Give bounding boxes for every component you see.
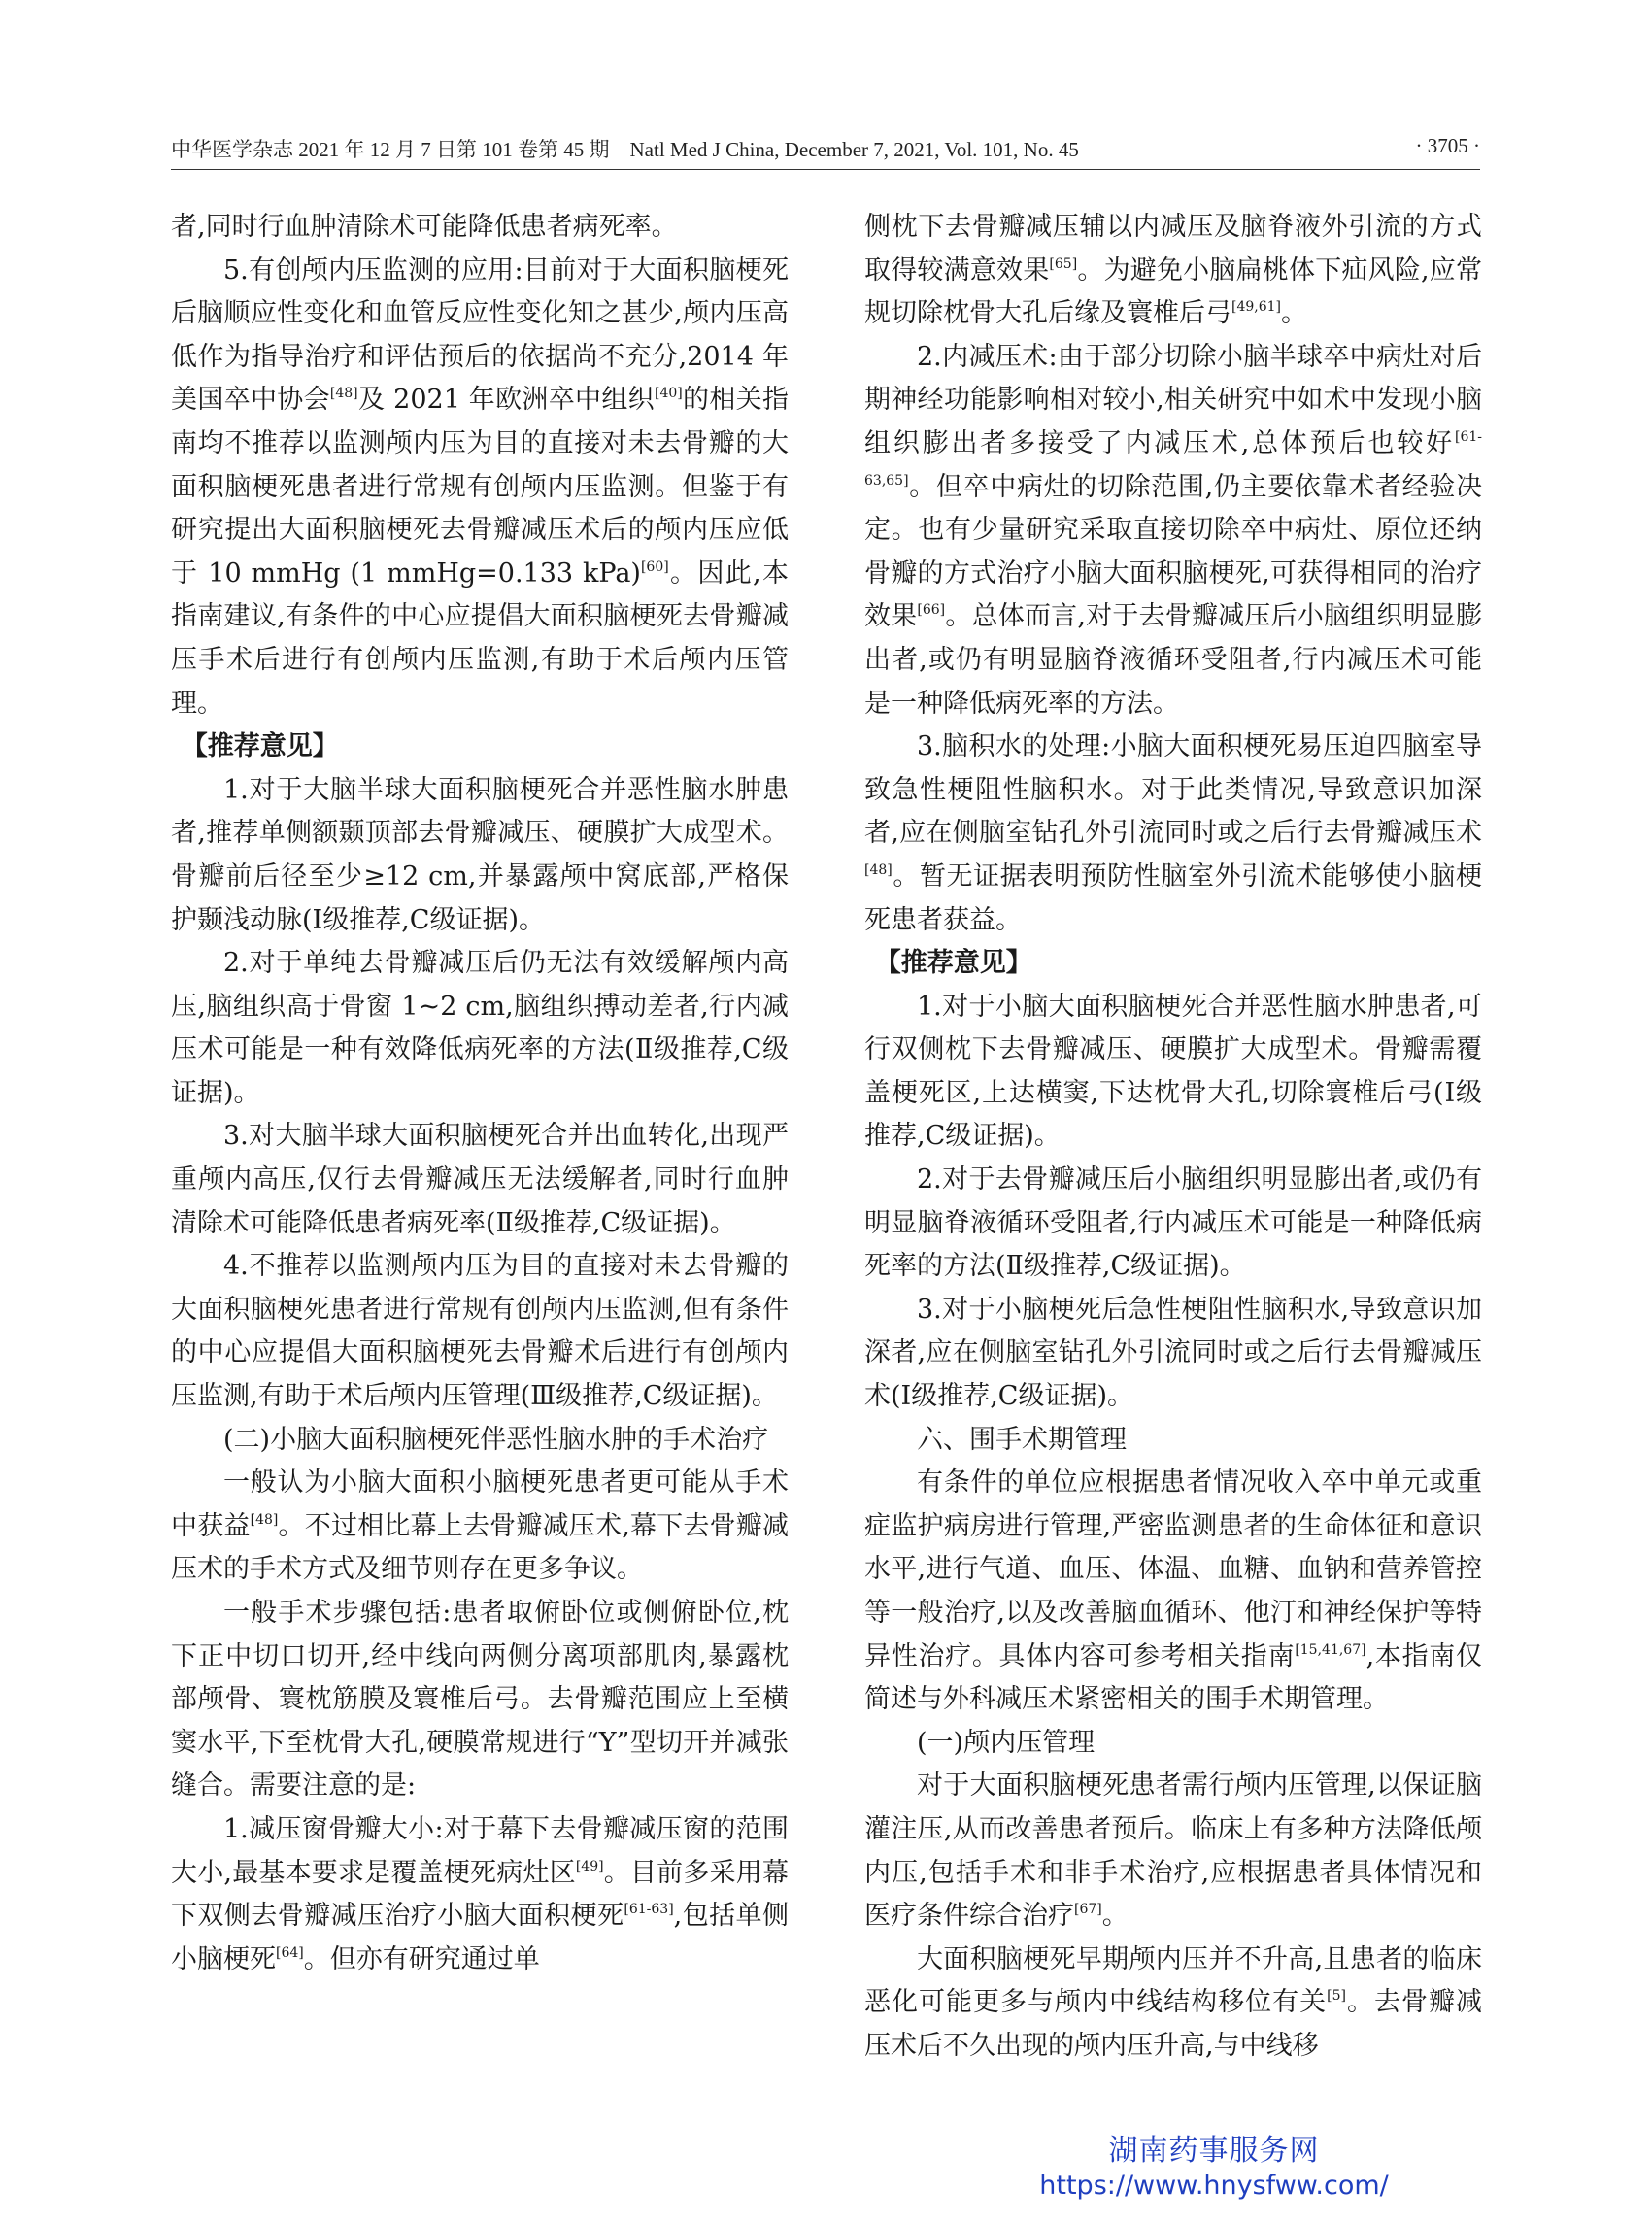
paragraph — [171, 1115, 789, 1245]
paragraph-text: 2.内减压术:由于部分切除小脑半球卒中病灶对后期神经功能影响相对较小,相关研究中如术中发现小脑组织膨出者多接受了内减压术,总体预后也较好 — [864, 341, 1482, 458]
watermark-name: 湖南药事服务网 — [1108, 2134, 1320, 2168]
citation-ref: [64] — [276, 1944, 304, 1961]
paragraph — [171, 1245, 789, 1418]
paragraph — [864, 1722, 1482, 1766]
paragraph — [171, 206, 789, 250]
paragraph — [864, 725, 1482, 942]
paragraph — [171, 1462, 789, 1592]
paragraph-text: 【推荐意见】 — [181, 731, 339, 762]
paragraph — [864, 1159, 1482, 1289]
paragraph-text: 对于大面积脑梗死患者需行颅内压管理,以保证脑灌注压,从而改善患者预后。临床上有多种方法降低颅内压,包括手术和非手术治疗,应根据患者具体情况和医疗条件综合治疗 — [864, 1770, 1482, 1932]
citation-ref: [65] — [1049, 255, 1078, 272]
citation-ref: [40] — [654, 386, 683, 402]
citation-ref: [60] — [640, 558, 669, 575]
paragraph-text: 3.对于小脑梗死后急性梗阻性脑积水,导致意识加深者,应在侧脑室钻孔外引流同时或之后行去骨瓣减压术(Ⅰ级推荐,C级证据)。 — [864, 1294, 1482, 1412]
paragraph — [864, 1289, 1482, 1419]
paragraph-text: 1.对于大脑半球大面积脑梗死合并恶性脑水肿患者,推荐单侧额颞顶部去骨瓣减压、硬膜扩大成型术。骨瓣前后径至少≥12 cm,并暴露颅中窝底部,严格保护颞浅动脉(Ⅰ级推荐,C级证据)。 — [171, 774, 789, 935]
paragraph-text: 。因此,本指南建议,有条件的中心应提倡大面积脑梗死去骨瓣减压手术后进行有创颅内压监测,有助于术后颅内压管理。 — [171, 557, 789, 719]
paragraph — [171, 942, 789, 1115]
paragraph — [171, 1419, 789, 1463]
watermark-url[interactable]: https://www.hnysfww.com/ — [1039, 2171, 1389, 2201]
paragraph-text: 。但亦有研究通过单 — [303, 1943, 540, 1974]
citation-ref: [66] — [917, 602, 946, 619]
left-column — [171, 206, 789, 1981]
paragraph-text: 2.对于去骨瓣减压后小脑组织明显膨出者,或仍有明显脑脊液循环受阻者,行内减压术可能是一种降低病死率的方法(Ⅱ级推荐,C级证据)。 — [864, 1164, 1482, 1282]
paragraph-text: 。不过相比幕上去骨瓣减压术,幕下去骨瓣减压术的手术方式及细节则存在更多争议。 — [171, 1510, 789, 1585]
paragraph-text: 者,同时行血肿清除术可能降低患者病死率。 — [171, 212, 678, 242]
paragraph — [171, 769, 789, 942]
paragraph-text: 4.不推荐以监测颅内压为目的直接对未去骨瓣的大面积脑梗死患者进行常规有创颅内压监测,但有条件的中心应提倡大面积脑梗死去骨瓣术后进行有创颅内压监测,有助于术后颅内压管理(Ⅲ级推荐,C级证据)。 — [171, 1251, 789, 1412]
paragraph-text: 1.减压窗骨瓣大小:对于幕下去骨瓣减压窗的范围大小,最基本要求是覆盖梗死病灶区 — [171, 1813, 789, 1888]
paragraph-text: 【推荐意见】 — [874, 948, 1032, 979]
paragraph-text: 。暂无证据表明预防性脑室外引流术能够使小脑梗死患者获益。 — [864, 860, 1482, 935]
paragraph — [864, 1765, 1482, 1938]
paragraph-text: 。为避免小脑扁桃体下疝风险,应常规切除枕骨大孔后缘及寰椎后弓 — [864, 254, 1482, 329]
paragraph — [864, 1938, 1482, 2069]
paragraph-text: 。目前多采用幕下双侧去骨瓣减压治疗小脑大面积梗死 — [171, 1857, 789, 1932]
paragraph-text: 六、围手术期管理 — [917, 1424, 1127, 1455]
citation-ref: [48] — [329, 386, 358, 402]
paragraph-text: 。总体而言,对于去骨瓣减压后小脑组织明显膨出者,或仍有明显脑脊液循环受阻者,行内减压术可能是一种降低病死率的方法。 — [864, 601, 1482, 719]
paragraph-text: 5.有创颅内压监测的应用:目前对于大面积脑梗死后脑顺应性变化和血管反应性变化知之甚少,颅内压高低作为指导治疗和评估预后的依据尚不充分,2014 年美国卒中协会 — [171, 254, 789, 416]
citation-ref: [48] — [864, 861, 893, 878]
paragraph — [864, 336, 1482, 725]
paragraph-text: ,本指南仅简述与外科减压术紧密相关的围手术期管理。 — [864, 1640, 1483, 1715]
running-header — [171, 130, 1480, 169]
paragraph-text: 2.对于单纯去骨瓣减压后仍无法有效缓解颅内高压,脑组织高于骨窗 1~2 cm,脑组织搏动差者,行内减压术可能是一种有效降低病死率的方法(Ⅱ级推荐,C级证据)。 — [171, 948, 789, 1108]
citation-ref: [49,61] — [1231, 299, 1282, 316]
paragraph — [864, 206, 1482, 336]
paragraph-text: ,包括单侧小脑梗死 — [171, 1901, 789, 1974]
page-number: · 3705 · — [1415, 134, 1480, 157]
citation-ref: [61-63] — [624, 1902, 674, 1918]
paragraph — [171, 1808, 789, 1981]
section-heading — [864, 942, 1482, 986]
paragraph-text: 1.对于小脑大面积脑梗死合并恶性脑水肿患者,可行双侧枕下去骨瓣减压、硬膜扩大成型术。骨瓣需覆盖梗死区,上达横窦,下达枕骨大孔,切除寰椎后弓(Ⅰ级推荐,C级证据)。 — [864, 991, 1482, 1152]
paragraph — [171, 1592, 789, 1808]
paragraph — [864, 986, 1482, 1159]
paragraph-text: 及 2021 年欧洲卒中组织 — [357, 385, 655, 416]
paragraph — [864, 1462, 1482, 1722]
citation-ref: [15,41,67] — [1295, 1641, 1366, 1658]
journal-citation: 中华医学杂志 2021 年 12 月 7 日第 101 卷第 45 期 Natl Med J China, December 7, 2021, Vol. 101, No. 45 — [171, 138, 1079, 161]
citation-ref: [61-63,65] — [864, 428, 1482, 489]
citation-ref: [49] — [575, 1858, 604, 1874]
paragraph-text: 3.对大脑半球大面积脑梗死合并出血转化,出现严重颅内高压,仅行去骨瓣减压无法缓解者,同时行血肿清除术可能降低患者病死率(Ⅱ级推荐,C级证据)。 — [171, 1121, 789, 1238]
paragraph-text: (一)颅内压管理 — [917, 1727, 1096, 1758]
paragraph — [171, 250, 789, 726]
paragraph-text: 。 — [1101, 1901, 1129, 1932]
paragraph-text: (二)小脑大面积脑梗死伴恶性脑水肿的手术治疗 — [223, 1424, 769, 1455]
paragraph-text: 。 — [1281, 298, 1308, 329]
paragraph-text: 侧枕下去骨瓣减压辅以内减压及脑脊液外引流的方式取得较满意效果 — [864, 212, 1482, 286]
citation-ref: [48] — [250, 1511, 279, 1528]
paragraph — [864, 1419, 1482, 1463]
paragraph-text: 有条件的单位应根据患者情况收入卒中单元或重症监护病房进行管理,严密监测患者的生命体征和意识水平,进行气道、血压、体温、血糖、血钠和营养管控等一般治疗,以及改善脑血循环、他汀和神经保护等特异性治疗。具体内容可参考相关指南 — [864, 1467, 1482, 1671]
section-heading — [171, 725, 789, 769]
citation-ref: [67] — [1074, 1902, 1102, 1918]
paragraph-text: 的相关指南均不推荐以监测颅内压为目的直接对未去骨瓣的大面积脑梗死患者进行常规有创颅内压监测。但鉴于有研究提出大面积脑梗死去骨瓣减压术后的颅内压应低于 10 mmHg (1 mmHg=0.133 kPa) — [171, 385, 789, 589]
header-rule — [171, 169, 1480, 170]
paragraph-text: 一般认为小脑大面积小脑梗死患者更可能从手术中获益 — [171, 1467, 789, 1541]
paragraph-text: 一般手术步骤包括:患者取俯卧位或侧俯卧位,枕下正中切口切开,经中线向两侧分离项部肌肉,暴露枕部颅骨、寰枕筋膜及寰椎后弓。去骨瓣范围应上至横窦水平,下至枕骨大孔,硬膜常规进行“Y”型切开并减张缝合。需要注意的是: — [171, 1598, 789, 1802]
right-column — [864, 206, 1482, 2069]
paragraph-text: 3.脑积水的处理:小脑大面积梗死易压迫四脑室导致急性梗阻性脑积水。对于此类情况,导致意识加深者,应在侧脑室钻孔外引流同时或之后行去骨瓣减压术 — [864, 731, 1482, 849]
citation-ref: [5] — [1327, 1988, 1346, 2005]
paragraph-text: 。去骨瓣减压术后不久出现的颅内压升高,与中线移 — [864, 1987, 1483, 2061]
paragraph-text: 大面积脑梗死早期颅内压并不升高,且患者的临床恶化可能更多与颅内中线结构移位有关 — [864, 1943, 1482, 2018]
watermark — [1010, 2133, 1418, 2203]
paragraph-text: 。但卒中病灶的切除范围,仍主要依靠术者经验决定。也有少量研究采取直接切除卒中病灶、原位还纳骨瓣的方式治疗小脑大面积脑梗死,可获得相同的治疗效果 — [864, 471, 1482, 632]
